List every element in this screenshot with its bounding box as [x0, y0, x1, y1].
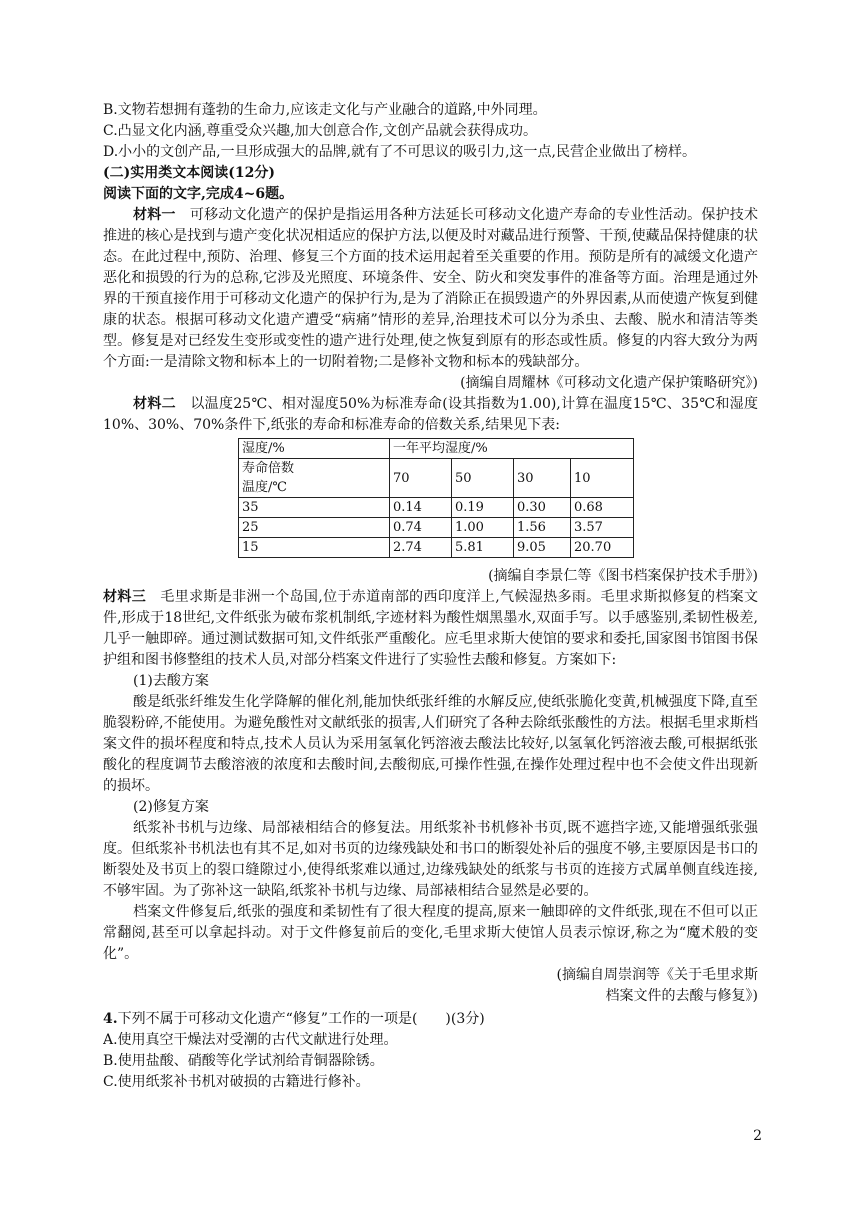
- material-3-source-line1: (摘编自周崇润等《关于毛里求斯: [556, 967, 758, 983]
- page-number: 2: [753, 1128, 762, 1144]
- table-cell: 1.56: [514, 518, 571, 538]
- table-col-header: 30: [514, 459, 571, 498]
- section-title: (二)实用类文本阅读(12分): [103, 165, 275, 181]
- table-cell: 3.57: [571, 518, 634, 538]
- table-col-header: 10: [571, 459, 634, 498]
- instruction: 阅读下面的文字,完成4~6题。: [103, 186, 294, 202]
- table-row-temp: 35: [239, 498, 390, 518]
- table-cell: 9.05: [514, 538, 571, 558]
- table-cell: 0.19: [452, 498, 514, 518]
- document-page: [103, 100, 758, 1093]
- table-cell: 2.74: [390, 538, 452, 558]
- material-2-label: 材料二: [133, 396, 176, 412]
- table-row: [239, 538, 634, 558]
- plan-2-title: (2)修复方案: [133, 799, 209, 815]
- paper-life-table: [238, 438, 634, 558]
- table-row-temp: 25: [239, 518, 390, 538]
- question-4-text: 下列不属于可移动文化遗产“修复”工作的一项是( )(3分): [117, 1011, 485, 1027]
- conclusion-text: 档案文件修复后,纸张的强度和柔韧性有了很大程度的提高,原来一触即碎的文件纸张,现在不但可以正常翻阅,甚至可以拿起抖动。对于文件修复前后的变化,毛里求斯大使馆人员表示惊讶,称之为“魔术般的变化”。: [103, 904, 758, 962]
- table-col-header: 70: [390, 459, 452, 498]
- table-cell: 0.74: [390, 518, 452, 538]
- material-1-label: 材料一: [133, 207, 176, 223]
- material-1-source: (摘编自周耀林《可移动文化遗产保护策略研究》): [460, 375, 758, 391]
- material-3-label: 材料三: [103, 589, 147, 605]
- table-row: [239, 498, 634, 518]
- table-col-header: 50: [452, 459, 514, 498]
- material-1-text: 可移动文化遗产的保护是指运用各种方法延长可移动文化遗产寿命的专业性活动。保护技术推进的核心是找到与遗产变化状况相适应的保护方法,以便及时对藏品进行预警、干预,使藏品保持健康的状态。在此过程中,预防、治理、修复三个方面的技术运用起着至关重要的作用。预防是所有的减缓文化遗产恶化和损毁的行为的总称,它涉及光照度、环境条件、安全、防火和突发事件的准备等方面。治理是通过外界的干预直接作用于可移动文化遗产的保护行为,是为了消除正在损毁遗产的外界因素,从而使遗产恢复到健康的状态。根据可移动文化遗产遭受“病痛”情形的差异,治理技术可以分为杀虫、去酸、脱水和清洁等类型。修复是对已经发生变形或变性的遗产进行处理,使之恢复到原有的形态或性质。修复的内容大致分为两个方面:一是清除文物和标本上的一切附着物;二是修补文物和标本的残缺部分。: [103, 207, 759, 370]
- option-d: D.小小的文创产品,一旦形成强大的品牌,就有了不可思议的吸引力,这一点,民营企业做出了榜样。: [103, 144, 696, 160]
- plan-1-text: 酸是纸张纤维发生化学降解的催化剂,能加快纸张纤维的水解反应,使纸张脆化变黄,机械强度下降,直至脆裂粉碎,不能使用。为避免酸性对文献纸张的损害,人们研究了各种去除纸张酸性的方法。根据毛里求斯档案文件的损坏程度和特点,技术人员认为采用氢氧化钙溶液去酸法比较好,以氢氧化钙溶液去酸,可根据纸张酸化的程度调节去酸溶液的浓度和去酸时间,去酸彻底,可操作性强,在操作处理过程中也不会使文件出现新的损坏。: [103, 694, 758, 794]
- question-4-option-b: B.使用盐酸、硝酸等化学试剂给青铜器除锈。: [103, 1053, 384, 1069]
- table-corner-temp: 温度/℃: [242, 480, 287, 495]
- plan-1-title: (1)去酸方案: [133, 673, 209, 689]
- question-4-stem: [103, 1009, 758, 1030]
- material-2: [103, 394, 758, 436]
- table-cell: 0.14: [390, 498, 452, 518]
- table-cell: 5.81: [452, 538, 514, 558]
- table-row: [239, 518, 634, 538]
- table-corner-humidity: 湿度/%: [239, 439, 390, 459]
- table-cell: 1.00: [452, 518, 514, 538]
- material-1: [103, 205, 758, 373]
- material-3-intro: 毛里求斯是非洲一个岛国,位于赤道南部的西印度洋上,气候湿热多雨。毛里求斯拟修复的档案文件,形成于18世纪,文件纸张为破布浆机制纸,字迹材料为酸性烟黑墨水,双面手写。以手感鉴别,柔韧性极差,几乎一触即碎。通过测试数据可知,文件纸张严重酸化。应毛里求斯大使馆的要求和委托,国家图书馆图书保护组和图书修整组的技术人员,对部分档案文件进行了实验性去酸和修复。方案如下:: [103, 589, 759, 668]
- table-corner-cell: [239, 459, 390, 498]
- material-3-source-line2: 档案文件的去酸与修复》): [605, 988, 758, 1004]
- table-cell: 20.70: [571, 538, 634, 558]
- option-b: B.文物若想拥有蓬勃的生命力,应该走文化与产业融合的道路,中外同理。: [103, 102, 547, 118]
- table-group-header: 一年平均湿度/%: [390, 439, 634, 459]
- material-2-source: (摘编自李景仁等《图书档案保护技术手册》): [488, 568, 758, 584]
- table-corner-life: 寿命倍数: [242, 461, 295, 476]
- option-c: C.凸显文化内涵,尊重受众兴趣,加大创意合作,文创产品就会获得成功。: [103, 123, 538, 139]
- material-2-text: 以温度25℃、相对湿度50%为标准寿命(设其指数为1.00),计算在温度15℃、35℃和湿度10%、30%、70%条件下,纸张的寿命和标准寿命的倍数关系,结果见下表:: [103, 396, 759, 433]
- plan-2-text: 纸浆补书机与边缘、局部裱相结合的修复法。用纸浆补书机修补书页,既不遮挡字迹,又能增强纸张强度。但纸浆补书机法也有其不足,如对书页的边缘残缺处和书口的断裂处补后的强度不够,主要原因是书口的断裂处及书页上的裂口缝隙过小,使得纸浆难以通过,边缘残缺处的纸浆与书页的连接方式属单侧直线连接,不够牢固。为了弥补这一缺陷,纸浆补书机与边缘、局部裱相结合显然是必要的。: [103, 820, 758, 899]
- question-4-option-a: A.使用真空干燥法对受潮的古代文献进行处理。: [103, 1032, 398, 1048]
- table-cell: 0.30: [514, 498, 571, 518]
- table-cell: 0.68: [571, 498, 634, 518]
- material-3: [103, 587, 758, 671]
- question-4-number: 4.: [103, 1011, 118, 1027]
- table-row-temp: 15: [239, 538, 390, 558]
- question-4-option-c: C.使用纸浆补书机对破损的古籍进行修补。: [103, 1074, 370, 1090]
